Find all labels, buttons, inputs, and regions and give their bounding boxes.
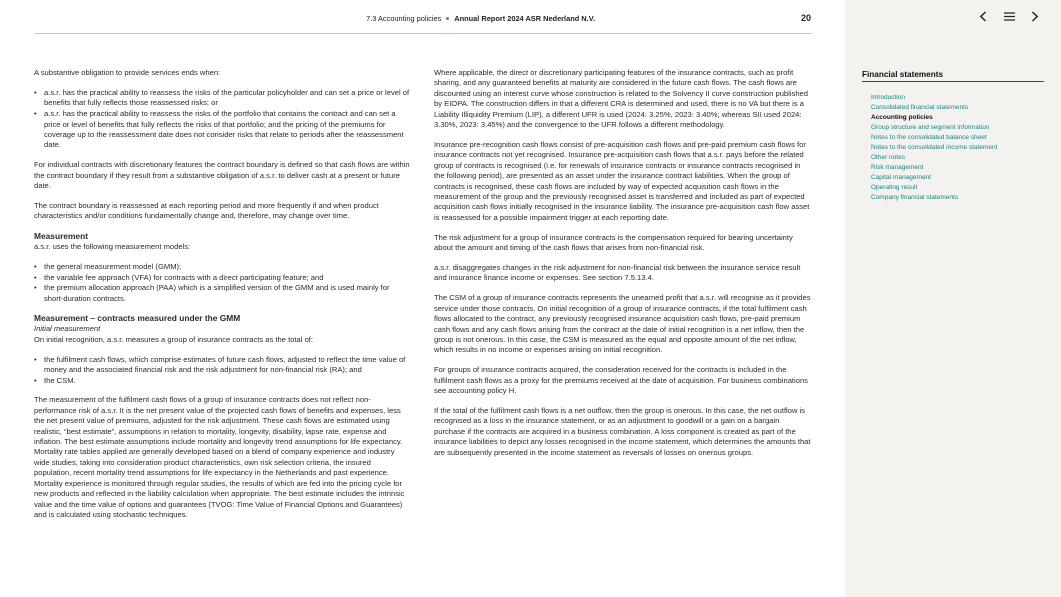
sidebar-item-notes-balance-sheet[interactable]: Notes to the consolidated balance sheet: [871, 134, 987, 142]
sidebar-item-risk-management[interactable]: Risk management: [871, 164, 924, 172]
left-text-column: [34, 68, 410, 520]
running-header: [366, 14, 595, 23]
header-section[interactable]: 7.3 Accounting policies: [366, 14, 442, 23]
paragraph: Where applicable, the direct or discretionary participating features of the insurance contracts, such as profit sharing, and any guaranteed benefits at maturity are considered in the future cash flows. The cash flows are discounted using an interest curve whose construction is related to the Solvency II curve construction published by EIOPA. The construction differs in that a different CRA is determined and used, there is no VA but there is a Liability Illiquidity Premium (LIP), a different UFR is used (2024: 3.25%, 2023: 3.40%; whereas SII used 2024: 3.30%, 2023: 3.45%) and the convergence to the UFR follows a different methodology.: [434, 68, 808, 130]
sidebar-item-operating-result[interactable]: Operating result: [871, 184, 918, 192]
sidebar-item-capital-management[interactable]: Capital management: [871, 174, 931, 182]
paragraph: The CSM of a group of insurance contracts represents the unearned profit that a.s.r. will recognise as it provides service under those contracts. On initial recognition of a group of insurance contracts, if the total fulfilment cash flows allocated to the contract, any previously recognised insurance acquisition cash flows, pre-paid premium cash flows and any cash flows arising from the contract at the date of initial recognition is a net inflow, then the group is not onerous. In this case, the CSM is measured as the equal and opposite amount of the net inflow, which results in no income or expenses arising on initial recognition.: [434, 293, 811, 355]
menu-icon[interactable]: [1003, 10, 1015, 22]
paragraph: A substantive obligation to provide services ends when:: [34, 68, 221, 77]
obligation-end-list: [34, 88, 410, 151]
chevron-right-icon[interactable]: [1029, 10, 1041, 22]
chevron-left-icon[interactable]: [977, 10, 989, 22]
list-item: • the fulfilment cash flows, which comprise estimates of future cash flows, adjusted to reflect the time value of money and the associated financial risk and the risk adjustment for non-financial risk (RA); and: [34, 355, 410, 376]
navigation-sidebar: [845, 0, 1061, 597]
paragraph: On initial recognition, a.s.r. measures a group of insurance contracts as the total of:: [34, 334, 314, 344]
sidebar-item-notes-income-statement[interactable]: Notes to the consolidated income statement: [871, 144, 998, 152]
header-report-title: Annual Report 2024 ASR Nederland N.V.: [454, 14, 595, 23]
subheading-initial-measurement: Initial measurement: [34, 324, 101, 334]
paragraph: Insurance pre-recognition cash flows consist of pre-acquisition cash flows and pre-paid premium cash flows for insurance contracts not yet recognised. Insurance pre-acquisition cash flows that a.s.r. pays before the related group of contracts is recognised (i.e. for renewals of insurance contracts or insurance contracts recognised in the following period), are presented as an asset under the insurance contract liabilities. When the group of contracts is recognised, these cash flows are included by way of expected acquisition cash flows in the measurement of the group and the previously recognised asset is transferred and included as part of expected acquisition cash flows initially recognised in the insurance liability. The insurance pre-acquisition cash flow asset is reassessed for a possible impairment trigger at each reporting date.: [434, 139, 810, 222]
page-navigation: [977, 10, 1041, 22]
paragraph: For groups of insurance contracts acquired, the consideration received for the contracts is included in the fulfilment cash flows as a proxy for the premiums received at the date of acquisition. For business combinations see accounting policy H.: [434, 365, 808, 396]
paragraph: The risk adjustment for a group of insurance contracts is the compensation required for bearing uncertainty about the amount and timing of the cash flows that arises from non-financial risk.: [434, 232, 793, 253]
section-heading-gmm: Measurement – contracts measured under the GMM: [34, 313, 241, 324]
sidebar-item-company-financial-statements[interactable]: Company financial statements: [871, 194, 959, 202]
list-item: • a.s.r. has the practical ability to reassess the risks of the particular policyholder and can set a price or level of benefits that fully reflects those reassessed risks; or: [34, 88, 410, 109]
paragraph: For individual contracts with discretionary features the contract boundary is defined so that cash flows are within the contract boundary if they result from a substantive obligation of a.s.r. to deliver cash at a present or future date.: [34, 160, 410, 191]
paragraph: The contract boundary is reassessed at each reporting period and more frequently if and when product characteristics and/or conditions fundamentally change and, therefore, may change over time.: [34, 201, 379, 221]
paragraph: a.s.r. disaggregates changes in the risk adjustment for non-financial risk between the insurance service result and insurance finance income or expenses. See section 7.5.13.4.: [434, 263, 801, 283]
sidebar-item-introduction[interactable]: Introduction: [871, 94, 905, 101]
sidebar-divider: [862, 81, 1044, 82]
sidebar-title: Financial statements: [862, 70, 943, 79]
sidebar-item-consolidated-financial-statements[interactable]: Consolidated financial statements: [871, 104, 969, 112]
sidebar-item-group-structure[interactable]: Group structure and segment information: [871, 124, 990, 132]
header-separator-dot: [446, 17, 449, 20]
right-text-column: [434, 68, 812, 458]
paragraph: If the total of the fulfilment cash flows is a net outflow, then the group is onerous. In this case, the net outflow is recognised as a loss in the insurance statement, or as an adjustment to goodwill or a gain on a bargain purchase if the contracts are acquired in a business combination. A loss component is created as part of the insurance liabilities to depict any losses recognised in the income statement, which determines the amounts that are subsequently presented in the income statement as reversals of losses on onerous groups.: [434, 405, 811, 457]
sidebar-item-other-notes[interactable]: Other notes: [871, 154, 905, 162]
header-divider: [34, 33, 812, 34]
initial-measurement-list: [34, 355, 410, 386]
list-item: • the CSM.: [34, 376, 410, 386]
list-item: • the premium allocation approach (PAA) which is a simplified version of the GMM and is used mainly for short-duration contracts.: [34, 283, 410, 304]
paragraph: a.s.r. uses the following measurement models:: [34, 242, 191, 252]
list-item: • the variable fee approach (VFA) for contracts with a direct participating feature; and: [34, 273, 410, 283]
paragraph: The measurement of the fulfilment cash flows of a group of insurance contracts does not reflect non-performance risk of a.s.r. It is the net present value of the projected cash flows of benefits and expenses, less the net present value of premiums, adjusted for the risk adjustment. These cash flows are estimated using realistic, “best estimate”, assumptions in relation to mortality, longevity, disability, lapse rate, expense and inflation. The best estimate assumptions include mortality and longevity trend assumptions for life expectancy. Mortality rate tables applied are generally developed based on a blend of company experience and industry wide studies, taking into consideration product characteristics, own risk selection criteria, the insured population, recent mortality trend assumptions for life expectancy in the Netherlands and past experience. Mortality experience is monitored through regular studies, the results of which are fed into the pricing cycle for new products and reflected in the liability calculation when appropriate. The best estimate includes the intrinsic value and the time value of options and guarantees (TVOG: Time Value of Financial Options and Guarantees) and is calculated using stochastic techniques.: [34, 395, 405, 519]
measurement-models-list: [34, 262, 410, 304]
section-heading-measurement: Measurement: [34, 231, 88, 242]
sidebar-nav-list: [871, 93, 997, 204]
list-item: • a.s.r. has the practical ability to reassess the risks of the portfolio that contains the contract and can set a price or level of benefits that fully reflects the risks of that portfolio; and the pricing of the premiums for coverage up to the reassessment date does not consider risks that relate to periods after the reassessment date.: [34, 109, 410, 151]
page-number: 20: [801, 13, 812, 23]
sidebar-item-accounting-policies[interactable]: Accounting policies: [871, 114, 933, 122]
list-item: • the general measurement model (GMM);: [34, 262, 410, 272]
